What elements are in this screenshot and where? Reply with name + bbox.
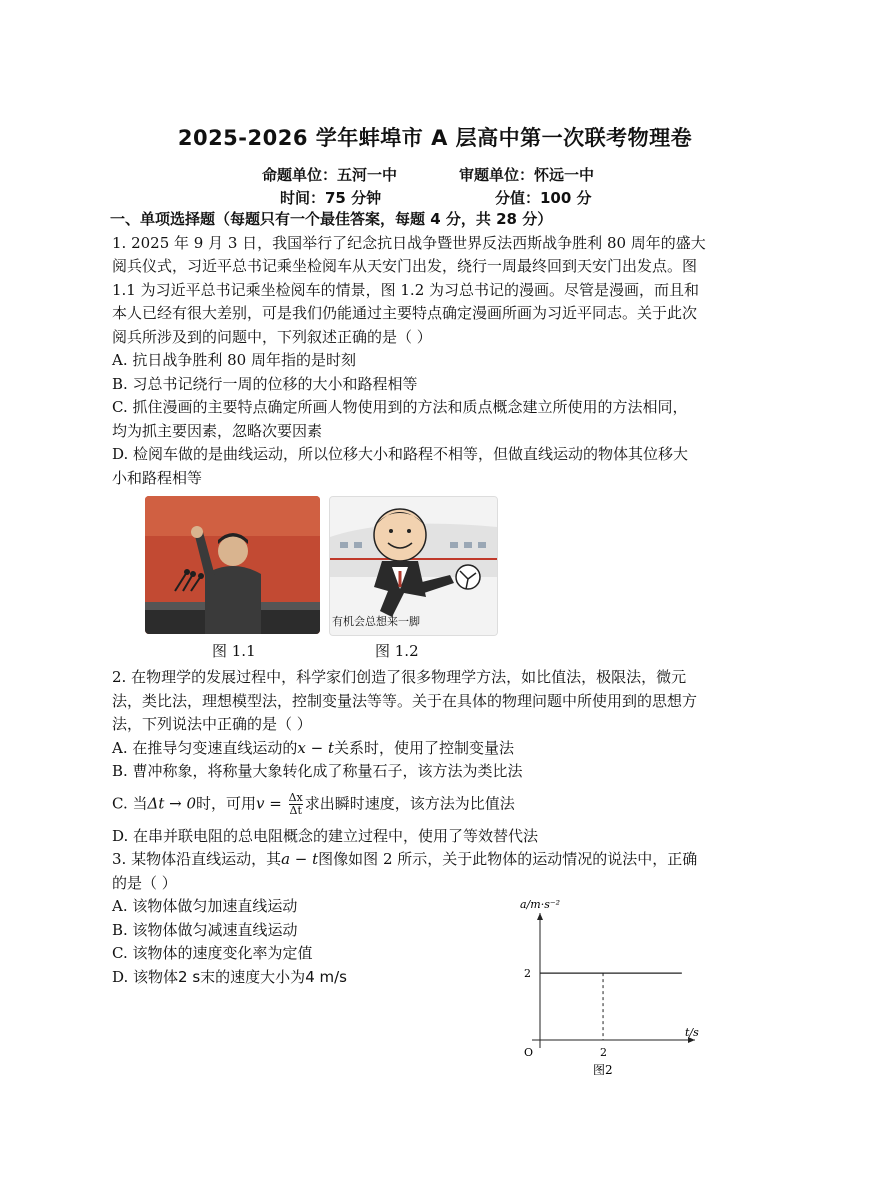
q2-stem-line: 2. 在物理学的发展过程中，科学家们创造了很多物理学方法，如比值法，极限法，微元: [112, 668, 687, 686]
q3-option-d-text: D. 该物体: [112, 967, 179, 986]
q3-stem-line: [112, 848, 760, 872]
q2-option-c-text-mid: 时，可用: [196, 794, 257, 812]
reviewer-unit: 审题单位：怀远一中: [459, 166, 595, 184]
q1-stem-line: 1.1 为习近平总书记乘坐检阅车的情景，图 1.2 为习总书记的漫画。尽管是漫画，而且和: [112, 280, 700, 299]
q3-option-d-text-mid: 末的速度大小为: [200, 967, 306, 986]
q1-option-b: B. 习总书记绕行一周的位移的大小和路程相等: [112, 374, 418, 393]
q2-option-c-text-end: 求出瞬时速度，该方法为比值法: [304, 794, 515, 812]
q2-option-c: [112, 792, 760, 817]
section-heading: 一、单项选择题（每题只有一个最佳答案，每题 4 分，共 28 分）: [110, 210, 553, 228]
q1-option-d: D. 检阅车做的是曲线运动，所以位移大小和路程不相等，但做直线运动的物体其位移大: [112, 445, 689, 463]
origin-label: O: [524, 1046, 534, 1059]
figure-1-1-caption: 图 1.1: [212, 642, 256, 660]
q2-option-d: D. 在串并联电阻的总电阻概念的建立过程中，使用了等效替代法: [112, 826, 539, 845]
q1-option-a: A. 抗日战争胜利 80 周年指的是时刻: [112, 351, 356, 369]
x-axis-label: t/s: [685, 1026, 699, 1039]
q2-option-a-text: A. 在推导匀变速直线运动的: [112, 738, 298, 757]
proposer-unit: 命题单位：五河一中: [262, 166, 398, 184]
exam-score: 分值：100 分: [495, 189, 592, 207]
q2-option-b: B. 曹冲称象，将称量大象转化成了称量石子，该方法为类比法: [112, 762, 523, 780]
question-2: [112, 666, 760, 848]
q1-stem-line: 本人已经有很大差别，可是我们仍能通过主要特点确定漫画所画为习近平同志。关于此次: [112, 304, 698, 322]
figure-1-2-caption: 图 1.2: [375, 642, 419, 660]
q1-stem-line: 1. 2025 年 9 月 3 日，我国举行了纪念抗日战争暨世界反法西斯战争胜利 80 周年的盛大: [112, 233, 706, 252]
x-tick-label: 2: [600, 1046, 608, 1059]
q3-option-d-math: 2 s: [178, 967, 201, 986]
q3-stem-line-2: 的是（ ）: [112, 873, 177, 892]
q2-option-c-text: C. 当: [112, 794, 148, 812]
exam-time: 时间：75 分钟: [280, 189, 382, 207]
figure-1-1-photo: [145, 496, 320, 634]
y-axis-label: a/m·s⁻²: [520, 898, 561, 911]
figure-2-at-graph: [505, 895, 705, 1075]
question-1: [112, 232, 760, 667]
fraction-denominator: Δt: [289, 803, 302, 817]
q3-option-d-math2: 4 m/s: [305, 967, 347, 986]
exam-title: 2025-2026 学年蚌埠市 A 层高中第一次联考物理卷: [177, 126, 693, 150]
q2-option-a-math: x − t: [297, 738, 334, 757]
figure-1-2-cartoon: [329, 496, 498, 636]
q3-stem-text: 3. 某物体沿直线运动，其: [112, 850, 282, 868]
q1-figures: [112, 496, 760, 666]
q3-stem-math: a − t: [281, 850, 319, 868]
cartoon-caption: 有机会总想来一脚: [332, 614, 420, 628]
q2-stem-line: 法，下列说法中正确的是（ ）: [112, 715, 312, 733]
q2-stem-line: 法，类比法，理想模型法，控制变量法等等。关于在具体的物理问题中所使用到的思想方: [112, 691, 698, 710]
y-tick-label: 2: [524, 967, 531, 981]
y-axis-arrow: [537, 913, 543, 920]
q2-option-a-text-end: 关系时，使用了控制变量法: [333, 738, 514, 757]
fraction-numerator: Δx: [288, 790, 303, 804]
q3-stem-text-end: 图像如图 2 所示，关于此物体的运动情况的说法中，正确: [318, 850, 698, 868]
q1-option-c-cont: 均为抓主要因素，忽略次要因素: [112, 421, 323, 440]
exam-content: [112, 208, 760, 989]
q2-option-a: [112, 737, 760, 761]
q2-option-c-limit: Δt → 0: [147, 794, 196, 812]
q3-option-a: A. 该物体做匀加速直线运动: [112, 897, 298, 915]
graph-layer: [520, 898, 699, 1075]
q1-stem-line: 阅兵仪式，习近平总书记乘坐检阅车从天安门出发，绕行一周最终回到天安门出发点。图: [112, 257, 698, 275]
q2-option-c-v: v =: [256, 794, 282, 812]
q3-option-b: B. 该物体做匀减速直线运动: [112, 920, 298, 939]
q2-option-c-fraction: [289, 792, 303, 817]
q1-option-c: C. 抓住漫画的主要特点确定所画人物使用到的方法和质点概念建立所使用的方法相同，: [112, 398, 688, 416]
q1-stem-line: 阅兵所涉及到的问题中，下列叙述正确的是（ ）: [112, 327, 432, 346]
q1-option-d-cont: 小和路程相等: [112, 468, 203, 487]
figure-2-caption: 图2: [593, 1063, 613, 1075]
q3-option-c: C. 该物体的速度变化率为定值: [112, 944, 313, 962]
